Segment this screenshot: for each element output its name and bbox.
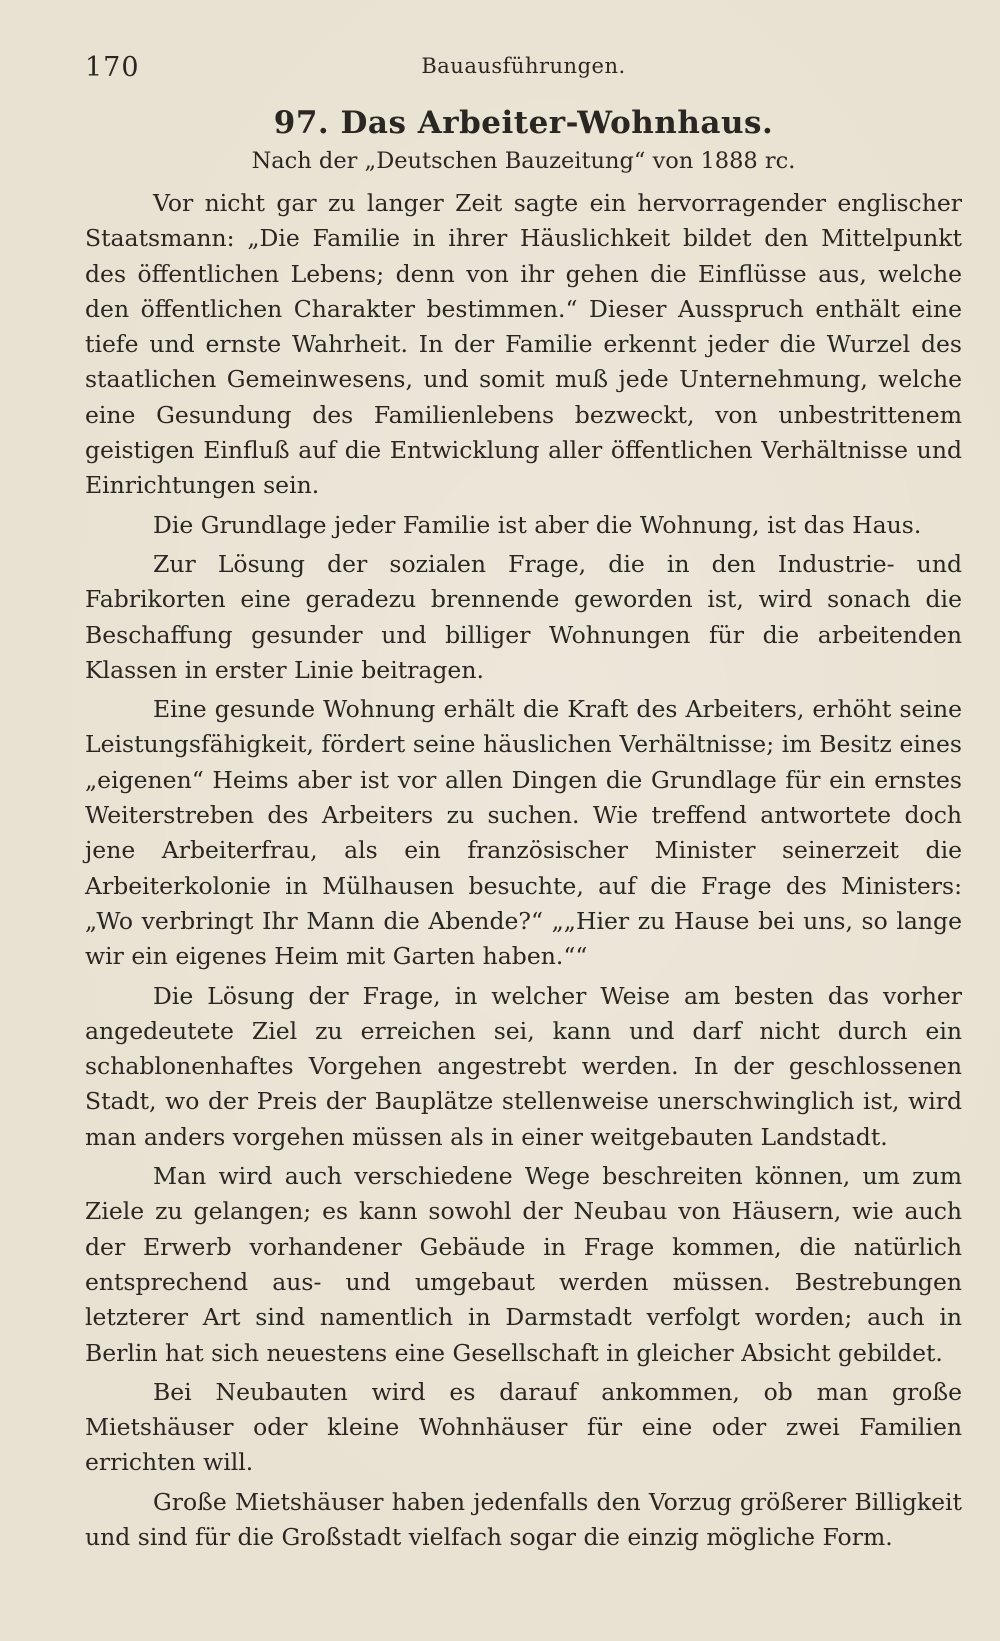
paragraph: Vor nicht gar zu langer Zeit sagte ein hervorragender englischer Staatsmann: „Die Familie in ihrer Häuslichkeit bildet den Mittelpunkt des öffentlichen Lebens; denn von ihr gehen die Einflüsse aus, welche den öffentlichen Charakter bestimmen.“ Dieser Ausspruch enthält eine tiefe und ernste Wahrheit. In der Familie erkennt jeder die Wurzel des staatlichen Gemeinwesens, und somit muß jede Unternehmung, welche eine Gesundung des Familienlebens bezweckt, von unbestrittenem geistigen Einfluß auf die Entwicklung aller öffentlichen Verhältnisse und Einrichtungen sein. — [85, 189, 962, 500]
paragraph: Die Grundlage jeder Familie ist aber die Wohnung, ist das Haus. — [153, 510, 922, 539]
page-number: 170 — [85, 52, 140, 83]
chapter-subtitle: Nach der „Deutschen Bauzeitung“ von 1888 rc. — [251, 148, 796, 174]
paragraph: Große Mietshäuser haben jedenfalls den Vorzug größerer Billigkeit und sind für die Großstadt vielfach sogar die einzig mögliche Form. — [85, 1487, 962, 1551]
paragraph: Die Lösung der Frage, in welcher Weise am besten das vorher angedeutete Ziel zu erreichen sei, kann und darf nicht durch ein schablonenhaftes Vorgehen angestrebt werden. In der geschlossenen Stadt, wo der Preis der Bauplätze stellenweise unerschwinglich ist, wird man anders vorgehen müssen als in einer weitgebauten Landstadt. — [85, 981, 962, 1151]
running-title: Bauausführungen. — [421, 54, 626, 78]
running-head — [85, 40, 962, 92]
chapter-title: 97. Das Arbeiter-Wohnhaus. — [273, 105, 774, 141]
paragraph: Bei Neubauten wird es darauf ankommen, ob man große Mietshäuser oder kleine Wohnhäuser für eine oder zwei Familien errichten will. — [85, 1377, 962, 1477]
paragraph: Man wird auch verschiedene Wege beschreiten können, um zum Ziele zu gelangen; es kann sowohl der Neubau von Häusern, wie auch der Erwerb vorhandener Gebäude in Frage kommen, die natürlich entsprechend aus- und umgebaut werden müssen. Bestrebungen letzterer Art sind namentlich in Darmstadt verfolgt worden; auch in Berlin hat sich neuestens eine Gesellschaft in gleicher Absicht gebildet. — [85, 1162, 962, 1367]
paragraph: Zur Lösung der sozialen Frage, die in den Industrie- und Fabrikorten eine geradezu brennende geworden ist, wird sonach die Beschaffung gesunder und billiger Wohnungen für die arbeitenden Klassen in erster Linie beitragen. — [85, 549, 962, 684]
chapter-heading — [85, 102, 962, 176]
body-text — [85, 186, 962, 1555]
paragraph: Eine gesunde Wohnung erhält die Kraft des Arbeiters, erhöht seine Leistungsfähigkeit, fördert seine häuslichen Verhältnisse; im Besitz eines „eigenen“ Heims aber ist vor allen Dingen die Grundlage für ein ernstes Weiterstreben des Arbeiters zu suchen. Wie treffend antwortete doch jene Arbeiterfrau, als ein französischer Minister seinerzeit die Arbeiterkolonie in Mülhausen besuchte, auf die Frage des Ministers: „Wo verbringt Ihr Mann die Abende?“ „„Hier zu Hause bei uns, so lange wir ein eigenes Heim mit Garten haben.““ — [85, 695, 962, 971]
